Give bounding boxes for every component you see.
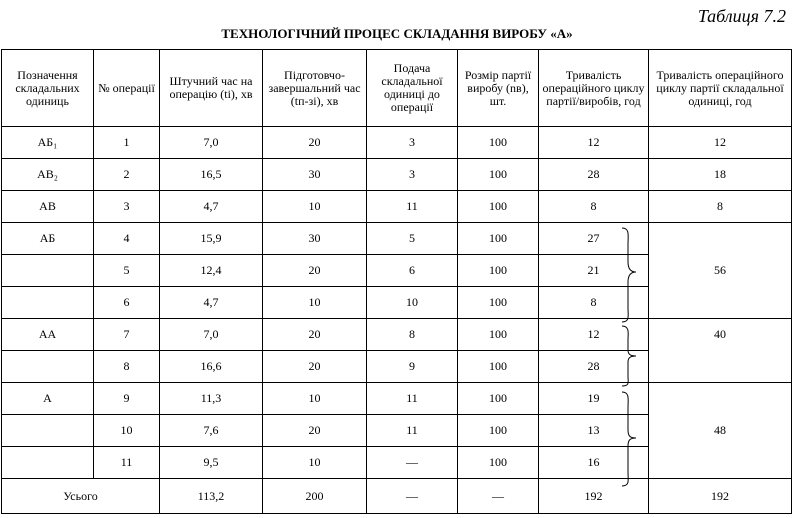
- cell-prep: 20: [263, 127, 367, 159]
- cell-unit: АВ₂: [2, 159, 94, 191]
- cell-prep: 10: [263, 191, 367, 223]
- cell-piece: 4,7: [160, 287, 263, 319]
- total-row: [2, 479, 792, 514]
- cell-op: 11: [94, 447, 160, 479]
- cell-batch: 100: [458, 191, 539, 223]
- cell-unit: АА: [2, 319, 94, 351]
- cell-total-label: Усього: [2, 479, 160, 514]
- cell-batch: 100: [458, 223, 539, 255]
- cell-batch: 100: [458, 415, 539, 447]
- cell-batch: 100: [458, 351, 539, 383]
- cell-batch: 100: [458, 287, 539, 319]
- cell-unit: АВ: [2, 191, 94, 223]
- cell-batch: 100: [458, 319, 539, 351]
- cell-unit: АБ: [2, 223, 94, 255]
- cell-total-batch: —: [458, 479, 539, 514]
- cell-piece: 9,5: [160, 447, 263, 479]
- cell-opcycle: 27: [539, 223, 649, 255]
- cell-feed: 9: [367, 351, 458, 383]
- cell-opcycle: 21: [539, 255, 649, 287]
- header-row: [2, 50, 792, 127]
- cell-opcycle: 13: [539, 415, 649, 447]
- cell-feed: 10: [367, 287, 458, 319]
- table-row: [2, 319, 792, 351]
- cell-prep: 20: [263, 319, 367, 351]
- cell-piece: 16,6: [160, 351, 263, 383]
- cell-piece: 7,0: [160, 127, 263, 159]
- cell-piece: 12,4: [160, 255, 263, 287]
- cell-unit: [2, 255, 94, 287]
- cell-feed: 6: [367, 255, 458, 287]
- cell-batch: 100: [458, 255, 539, 287]
- cell-batch: 100: [458, 159, 539, 191]
- cell-unit: А: [2, 383, 94, 415]
- cell-op: 3: [94, 191, 160, 223]
- cell-opcycle: 12: [539, 127, 649, 159]
- cell-piece: 7,6: [160, 415, 263, 447]
- cell-total-feed: —: [367, 479, 458, 514]
- header-piece-time: Штучний час на операцію (tі), хв: [160, 50, 263, 127]
- cell-opcycle: 12: [539, 319, 649, 351]
- cell-unit: АБ₁: [2, 127, 94, 159]
- cell-batch: 100: [458, 447, 539, 479]
- cell-unitcycle: 18: [649, 159, 792, 191]
- table-row: [2, 223, 792, 255]
- cell-prep: 10: [263, 383, 367, 415]
- process-table: [1, 49, 792, 514]
- cell-batch: 100: [458, 383, 539, 415]
- header-prep-time: Підготовчо-завершальний час (tп-зі), хв: [263, 50, 367, 127]
- header-op-cycle: Тривалість операційного циклу партії/виробів, год: [539, 50, 649, 127]
- header-unit: Позначення складальних одиниць: [2, 50, 94, 127]
- cell-op: 4: [94, 223, 160, 255]
- cell-unitcycle: 8: [649, 191, 792, 223]
- cell-op: 7: [94, 319, 160, 351]
- cell-op: 1: [94, 127, 160, 159]
- table-caption: Таблиця 7.2: [697, 6, 786, 26]
- header-unit-cycle: Тривалість операційного циклу партії складальної одиниці, год: [649, 50, 792, 127]
- cell-opcycle: 28: [539, 159, 649, 191]
- cell-feed: 3: [367, 127, 458, 159]
- table-row: [2, 127, 792, 159]
- cell-opcycle: 8: [539, 191, 649, 223]
- cell-piece: 11,3: [160, 383, 263, 415]
- header-batch: Розмір партії виробу (nв), шт.: [458, 50, 539, 127]
- cell-batch: 100: [458, 127, 539, 159]
- cell-prep: 20: [263, 351, 367, 383]
- cell-unit: [2, 351, 94, 383]
- cell-unitcycle-empty: [649, 351, 792, 383]
- cell-op: 10: [94, 415, 160, 447]
- table-row: [2, 351, 792, 383]
- cell-opcycle: 28: [539, 351, 649, 383]
- cell-prep: 20: [263, 415, 367, 447]
- cell-opcycle: 19: [539, 383, 649, 415]
- cell-feed: 8: [367, 319, 458, 351]
- cell-feed: 11: [367, 191, 458, 223]
- cell-prep: 30: [263, 223, 367, 255]
- cell-feed: 11: [367, 383, 458, 415]
- cell-feed: 3: [367, 159, 458, 191]
- table-row: [2, 383, 792, 415]
- cell-feed: 11: [367, 415, 458, 447]
- cell-unit: [2, 287, 94, 319]
- cell-unitcycle-a: 48: [649, 383, 792, 479]
- cell-total-unitcycle: 192: [649, 479, 792, 514]
- cell-prep: 20: [263, 255, 367, 287]
- cell-total-prep: 200: [263, 479, 367, 514]
- cell-total-piece: 113,2: [160, 479, 263, 514]
- table-title: ТЕХНОЛОГІЧНИЙ ПРОЦЕС СКЛАДАННЯ ВИРОБУ «А»: [221, 26, 573, 41]
- cell-opcycle: 8: [539, 287, 649, 319]
- cell-piece: 15,9: [160, 223, 263, 255]
- cell-unitcycle: 12: [649, 127, 792, 159]
- cell-op: 2: [94, 159, 160, 191]
- cell-unitcycle-ab: 56: [649, 223, 792, 319]
- cell-total-opcycle: 192: [539, 479, 649, 514]
- cell-piece: 16,5: [160, 159, 263, 191]
- header-op-number: № операції: [94, 50, 160, 127]
- cell-unit: [2, 447, 94, 479]
- cell-op: 6: [94, 287, 160, 319]
- header-feed: Подача складальної одиниці до операції: [367, 50, 458, 127]
- table-row: [2, 159, 792, 191]
- cell-op: 9: [94, 383, 160, 415]
- cell-op: 8: [94, 351, 160, 383]
- table-row: [2, 191, 792, 223]
- cell-prep: 10: [263, 447, 367, 479]
- cell-prep: 10: [263, 287, 367, 319]
- cell-unit: [2, 415, 94, 447]
- cell-prep: 30: [263, 159, 367, 191]
- cell-unitcycle-aa: 40: [649, 319, 792, 351]
- cell-piece: 7,0: [160, 319, 263, 351]
- cell-feed: 5: [367, 223, 458, 255]
- cell-opcycle: 16: [539, 447, 649, 479]
- cell-feed: —: [367, 447, 458, 479]
- cell-piece: 4,7: [160, 191, 263, 223]
- cell-op: 5: [94, 255, 160, 287]
